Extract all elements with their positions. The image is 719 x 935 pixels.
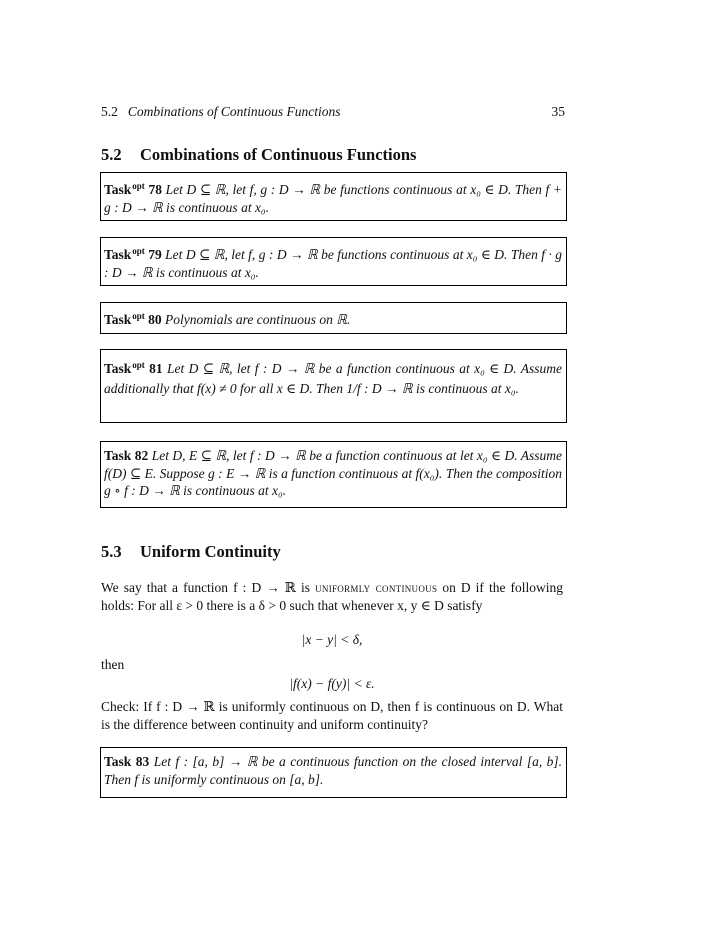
- definition-paragraph: We say that a function f : D → ℝ is uniformly continuous on D if the following holds: For all ε > 0 there is a δ > 0 such that whenever x, y ∈ D satisfy: [101, 580, 563, 613]
- task-statement: Let D ⊆ ℝ, let f, g : D → ℝ be functions continuous at x₀ ∈ D. Then f · g : D → ℝ is continuous at x₀.: [104, 247, 563, 280]
- task-81-box: [100, 349, 567, 423]
- task-label: Task$^{opt}$ 80: [104, 311, 162, 327]
- display-equation-delta: |x − y| < δ,: [301, 632, 363, 647]
- task-label: Task$^{opt}$ 78: [104, 181, 162, 197]
- page-number: 35: [551, 104, 565, 119]
- task-label: Task$^{opt}$ 81: [104, 360, 163, 376]
- check-paragraph: Check: If f : D → ℝ is uniformly continuous on D, then f is continuous on D. What is the difference between continuity and uniform continuity?: [101, 699, 563, 732]
- task-label: Task$^{opt}$ 79: [104, 246, 162, 262]
- task-80-box: [100, 302, 567, 334]
- task-78-box: [100, 172, 567, 221]
- task-79-box: [100, 237, 567, 286]
- task-statement: Let D, E ⊆ ℝ, let f : D → ℝ be a function continuous at let x₀ ∈ D. Assume f(D) ⊆ E. Suppose g : E → ℝ is a function continuous at f(x₀). Then the composition g ∘ f : D → ℝ is continuous at x₀.: [104, 448, 563, 498]
- task-82-box: [100, 441, 567, 508]
- defined-term: uniformly continuous: [315, 580, 438, 595]
- section-number: 5.2: [101, 145, 122, 164]
- task-statement: Let f : [a, b] → ℝ be a continuous function on the closed interval [a, b]. Then f is uniformly continuous on [a, b].: [104, 754, 563, 787]
- task-label: Task 83: [104, 754, 150, 769]
- task-statement: Let D ⊆ ℝ, let f, g : D → ℝ be functions continuous at x₀ ∈ D. Then f + g : D → ℝ is continuous at x₀.: [104, 182, 563, 215]
- task-83-box: [100, 747, 567, 798]
- section-heading-5-3: [101, 542, 281, 562]
- section-title: Uniform Continuity: [140, 542, 281, 561]
- section-heading-5-2: [101, 145, 416, 165]
- section-title: Combinations of Continuous Functions: [140, 145, 417, 164]
- task-statement: Polynomials are continuous on ℝ.: [165, 312, 351, 327]
- section-number: 5.3: [101, 542, 122, 561]
- running-head-section-number: 5.2: [101, 104, 118, 119]
- task-label: Task 82: [104, 448, 149, 463]
- running-head-title: Combinations of Continuous Functions: [127, 104, 341, 119]
- display-equation-epsilon: |f(x) − f(y)| < ε.: [289, 676, 375, 691]
- running-head: [101, 104, 565, 122]
- then-text: then: [101, 657, 125, 672]
- task-statement: Let D ⊆ ℝ, let f : D → ℝ be a function continuous at x₀ ∈ D. Assume additionally that f(x) ≠ 0 for all x ∈ D. Then 1/f : D → ℝ is continuous at x₀.: [104, 361, 563, 396]
